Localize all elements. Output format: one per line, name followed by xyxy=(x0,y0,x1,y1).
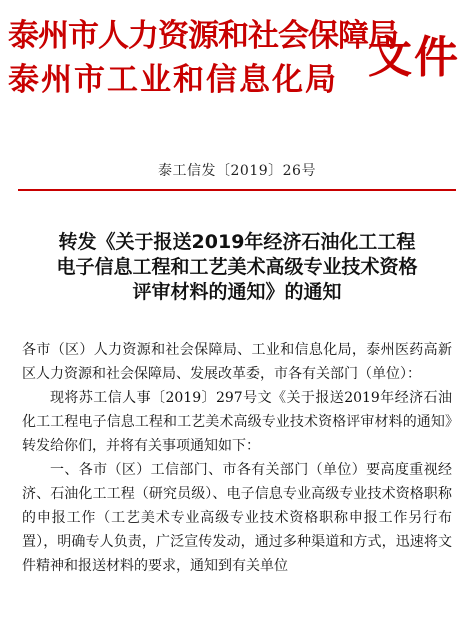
title-line-1: 转发《关于报送2019年经济石油化工工程 xyxy=(58,231,416,253)
document-title xyxy=(0,230,474,305)
issuer-line-2: 泰州市工业和信息化局 xyxy=(8,62,338,98)
body-paragraph-1: 现将苏工信人事〔2019〕297号文《关于报送2019年经济石油化工工程电子信息工程和工艺美术高级专业技术资格评审材料的通知》转发给你们，并将有关事项通知如下： xyxy=(22,390,452,454)
issuer-line-1: 泰州市人力资源和社会保障局 xyxy=(8,18,398,54)
addressee-paragraph: 各市（区）人力资源和社会保障局、工业和信息化局，泰州医药高新区人力资源和社会保障局、发展改革委，市各有关部门（单位）： xyxy=(22,342,452,382)
document-type-label: 文件 xyxy=(368,32,460,83)
document-header xyxy=(8,8,466,128)
title-line-2: 电子信息工程和工艺美术高级专业技术资格 xyxy=(56,256,418,278)
document-body xyxy=(22,338,452,578)
document-number: 泰工信发〔2019〕26号 xyxy=(158,163,316,179)
title-line-3: 评审材料的通知》的通知 xyxy=(132,281,342,303)
red-divider-line xyxy=(18,189,456,191)
body-paragraph-2: 一、各市（区）工信部门、市各有关部门（单位）要高度重视经济、石油化工工程（研究员级）、电子信息专业高级专业技术资格职称的申报工作（工艺美术专业高级专业技术资格职称申报工作另行布置），明确专人负责，广泛宣传发动，通过多种渠道和方式，迅速将文件精神和报送材料的要求，通知到有关单位 xyxy=(22,462,452,574)
